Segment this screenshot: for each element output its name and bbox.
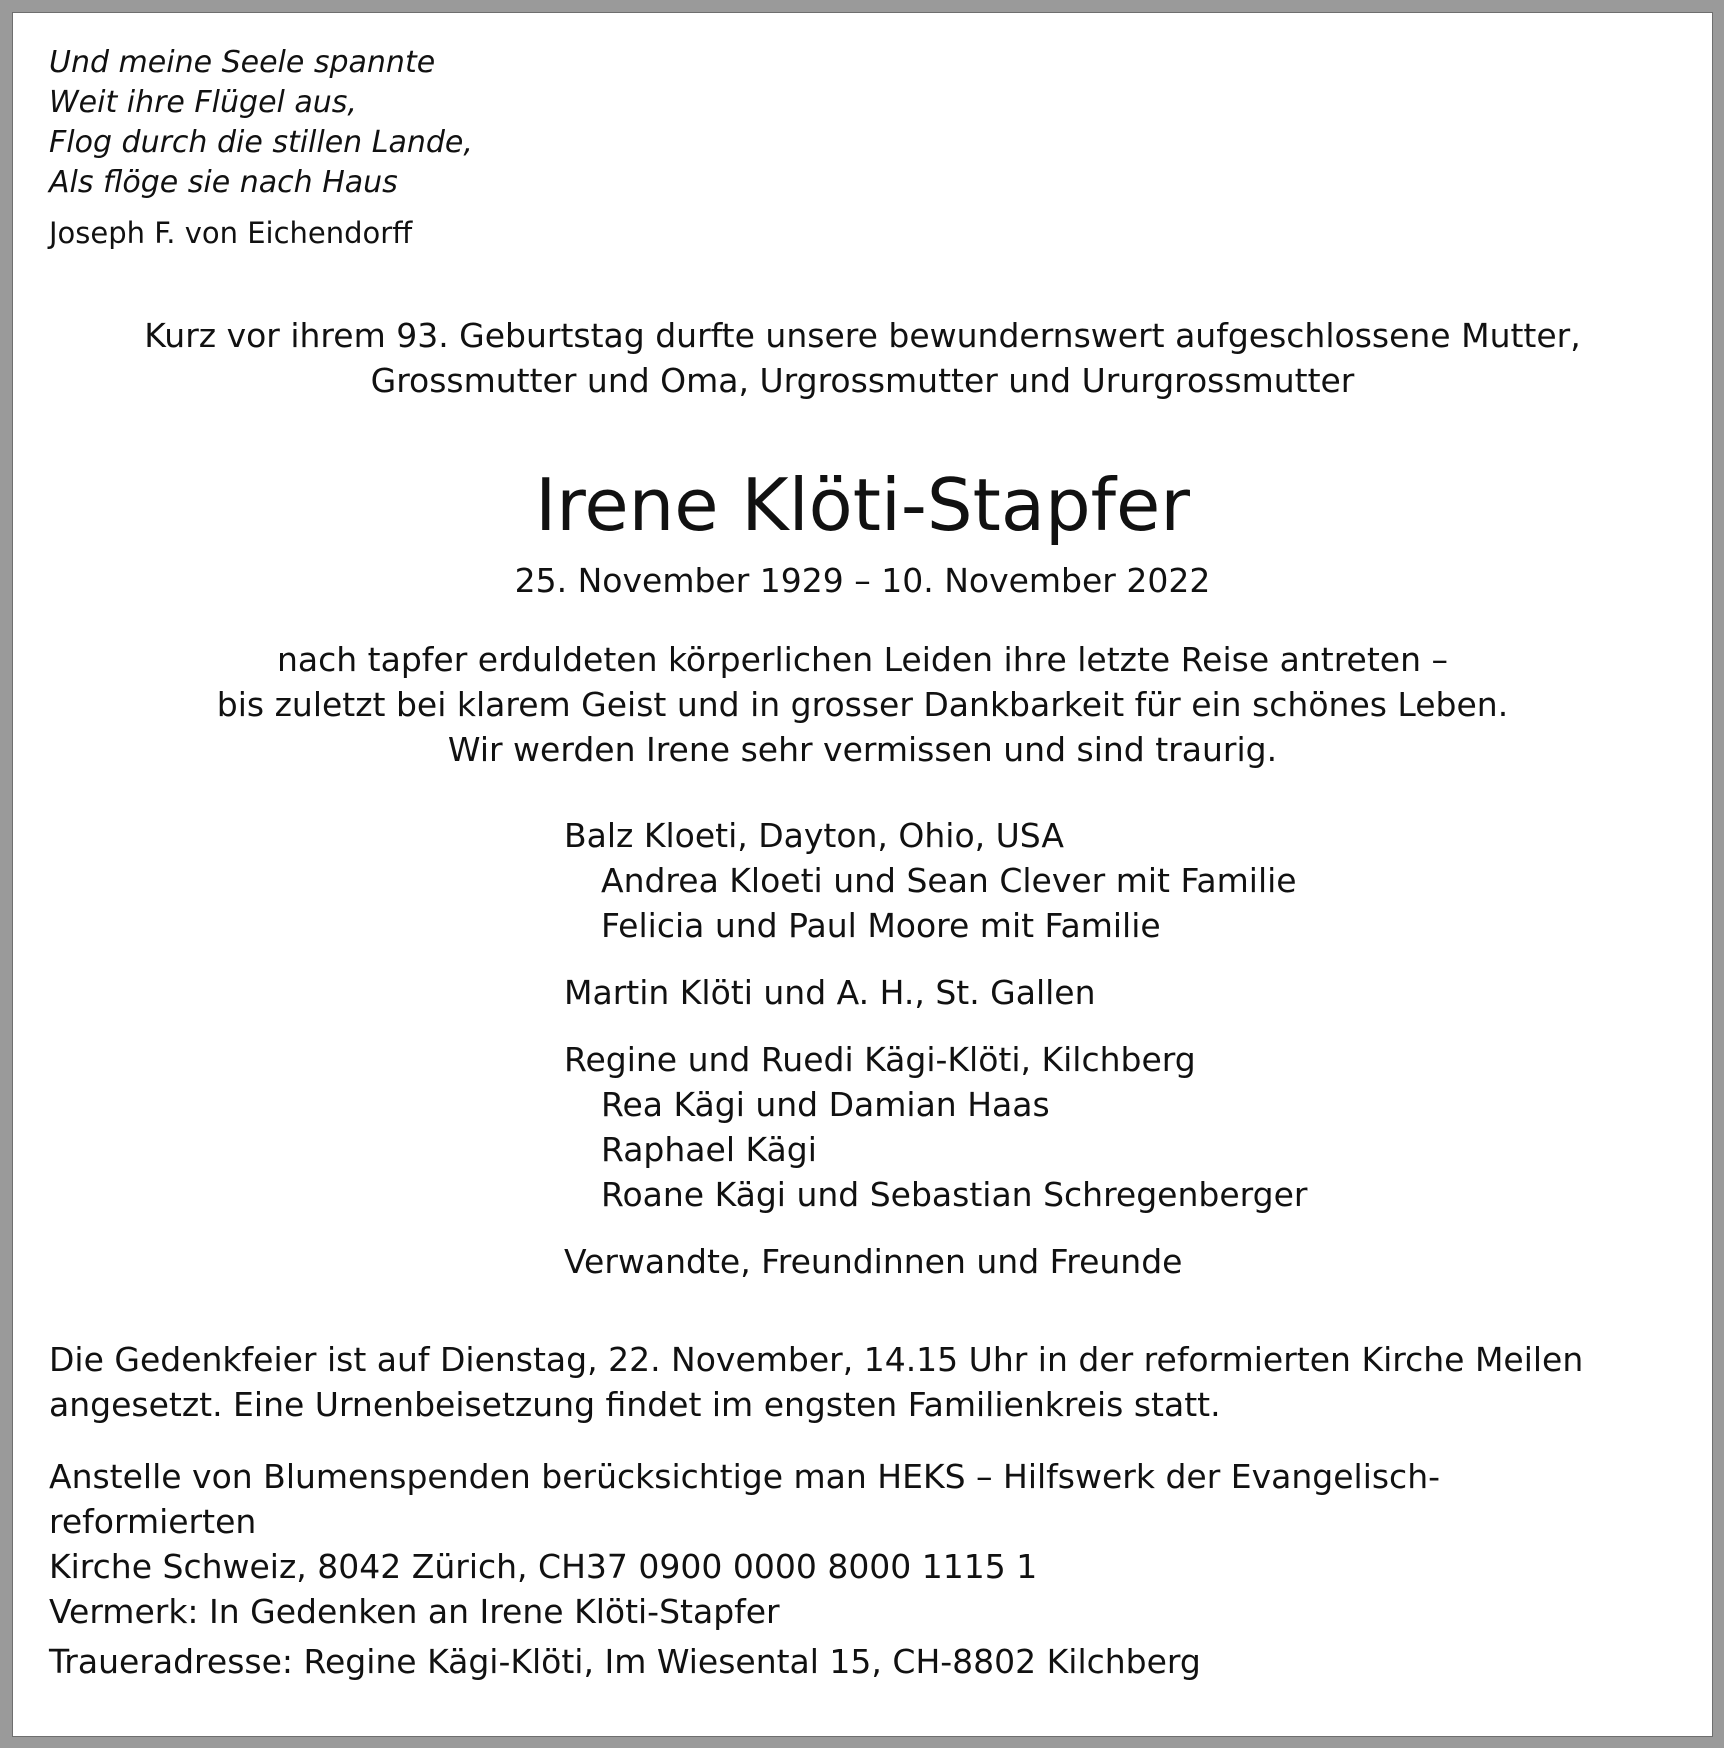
- mourner-member: Raphael Kägi: [601, 1130, 817, 1169]
- poem-author: Joseph F. von Eichendorff: [49, 216, 413, 250]
- poem-line: Flog durch die stillen Lande,: [49, 125, 473, 160]
- obituary-notice: [12, 12, 1713, 1737]
- poem-line: Weit ihre Flügel aus,: [49, 85, 357, 120]
- mourner-member: Rea Kägi und Damian Haas: [601, 1085, 1050, 1124]
- mourner-member: Roane Kägi und Sebastian Schregenberger: [601, 1175, 1308, 1214]
- deceased-name: Irene Klöti-Stapfer: [535, 463, 1190, 547]
- life-dates: 25. November 1929 – 10. November 2022: [514, 561, 1211, 600]
- ceremony-line: Die Gedenkfeier ist auf Dienstag, 22. November, 14.15 Uhr in der reformierten Kirche Meilen: [49, 1340, 1584, 1379]
- message-line: bis zuletzt bei klarem Geist und in grosser Dankbarkeit für ein schönes Leben.: [216, 685, 1509, 724]
- donation-info: [49, 1454, 1689, 1634]
- donation-line: reformierten: [49, 1502, 257, 1541]
- poem-line: Als flöge sie nach Haus: [49, 165, 398, 200]
- mourner-member: Felicia und Paul Moore mit Familie: [601, 906, 1161, 945]
- donation-line: Kirche Schweiz, 8042 Zürich, CH37 0900 0000 8000 1115 1: [49, 1547, 1038, 1586]
- mourners-list: [564, 813, 1307, 1284]
- intro-line: Kurz vor ihrem 93. Geburtstag durfte unsere bewundernswert aufgeschlossene Mutter,: [144, 316, 1581, 355]
- intro-line: Grossmutter und Oma, Urgrossmutter und Ururgrossmutter: [370, 361, 1355, 400]
- farewell-message: [13, 637, 1712, 772]
- poem: [49, 43, 473, 203]
- message-line: nach tapfer erduldeten körperlichen Leiden ihre letzte Reise antreten –: [277, 640, 1448, 679]
- ceremony-info: [49, 1337, 1689, 1427]
- mourner-group-head: Martin Klöti und A. H., St. Gallen: [564, 973, 1096, 1012]
- ceremony-line: angesetzt. Eine Urnenbeisetzung findet im engsten Familienkreis statt.: [49, 1385, 1221, 1424]
- donation-line: Anstelle von Blumenspenden berücksichtige man HEKS – Hilfswerk der Evangelisch-: [49, 1457, 1441, 1496]
- donation-line: Vermerk: In Gedenken an Irene Klöti-Stapfer: [49, 1592, 780, 1631]
- poem-line: Und meine Seele spannte: [49, 45, 436, 80]
- intro-text: [13, 313, 1712, 403]
- mourner-group-head: Regine und Ruedi Kägi-Klöti, Kilchberg: [564, 1040, 1196, 1079]
- mourner-group-head: Verwandte, Freundinnen und Freunde: [564, 1242, 1183, 1281]
- mourner-group-head: Balz Kloeti, Dayton, Ohio, USA: [564, 816, 1064, 855]
- message-line: Wir werden Irene sehr vermissen und sind traurig.: [447, 730, 1278, 769]
- mourner-member: Andrea Kloeti und Sean Clever mit Familie: [601, 861, 1297, 900]
- mourning-address: Traueradresse: Regine Kägi-Klöti, Im Wiesental 15, CH-8802 Kilchberg: [49, 1642, 1201, 1681]
